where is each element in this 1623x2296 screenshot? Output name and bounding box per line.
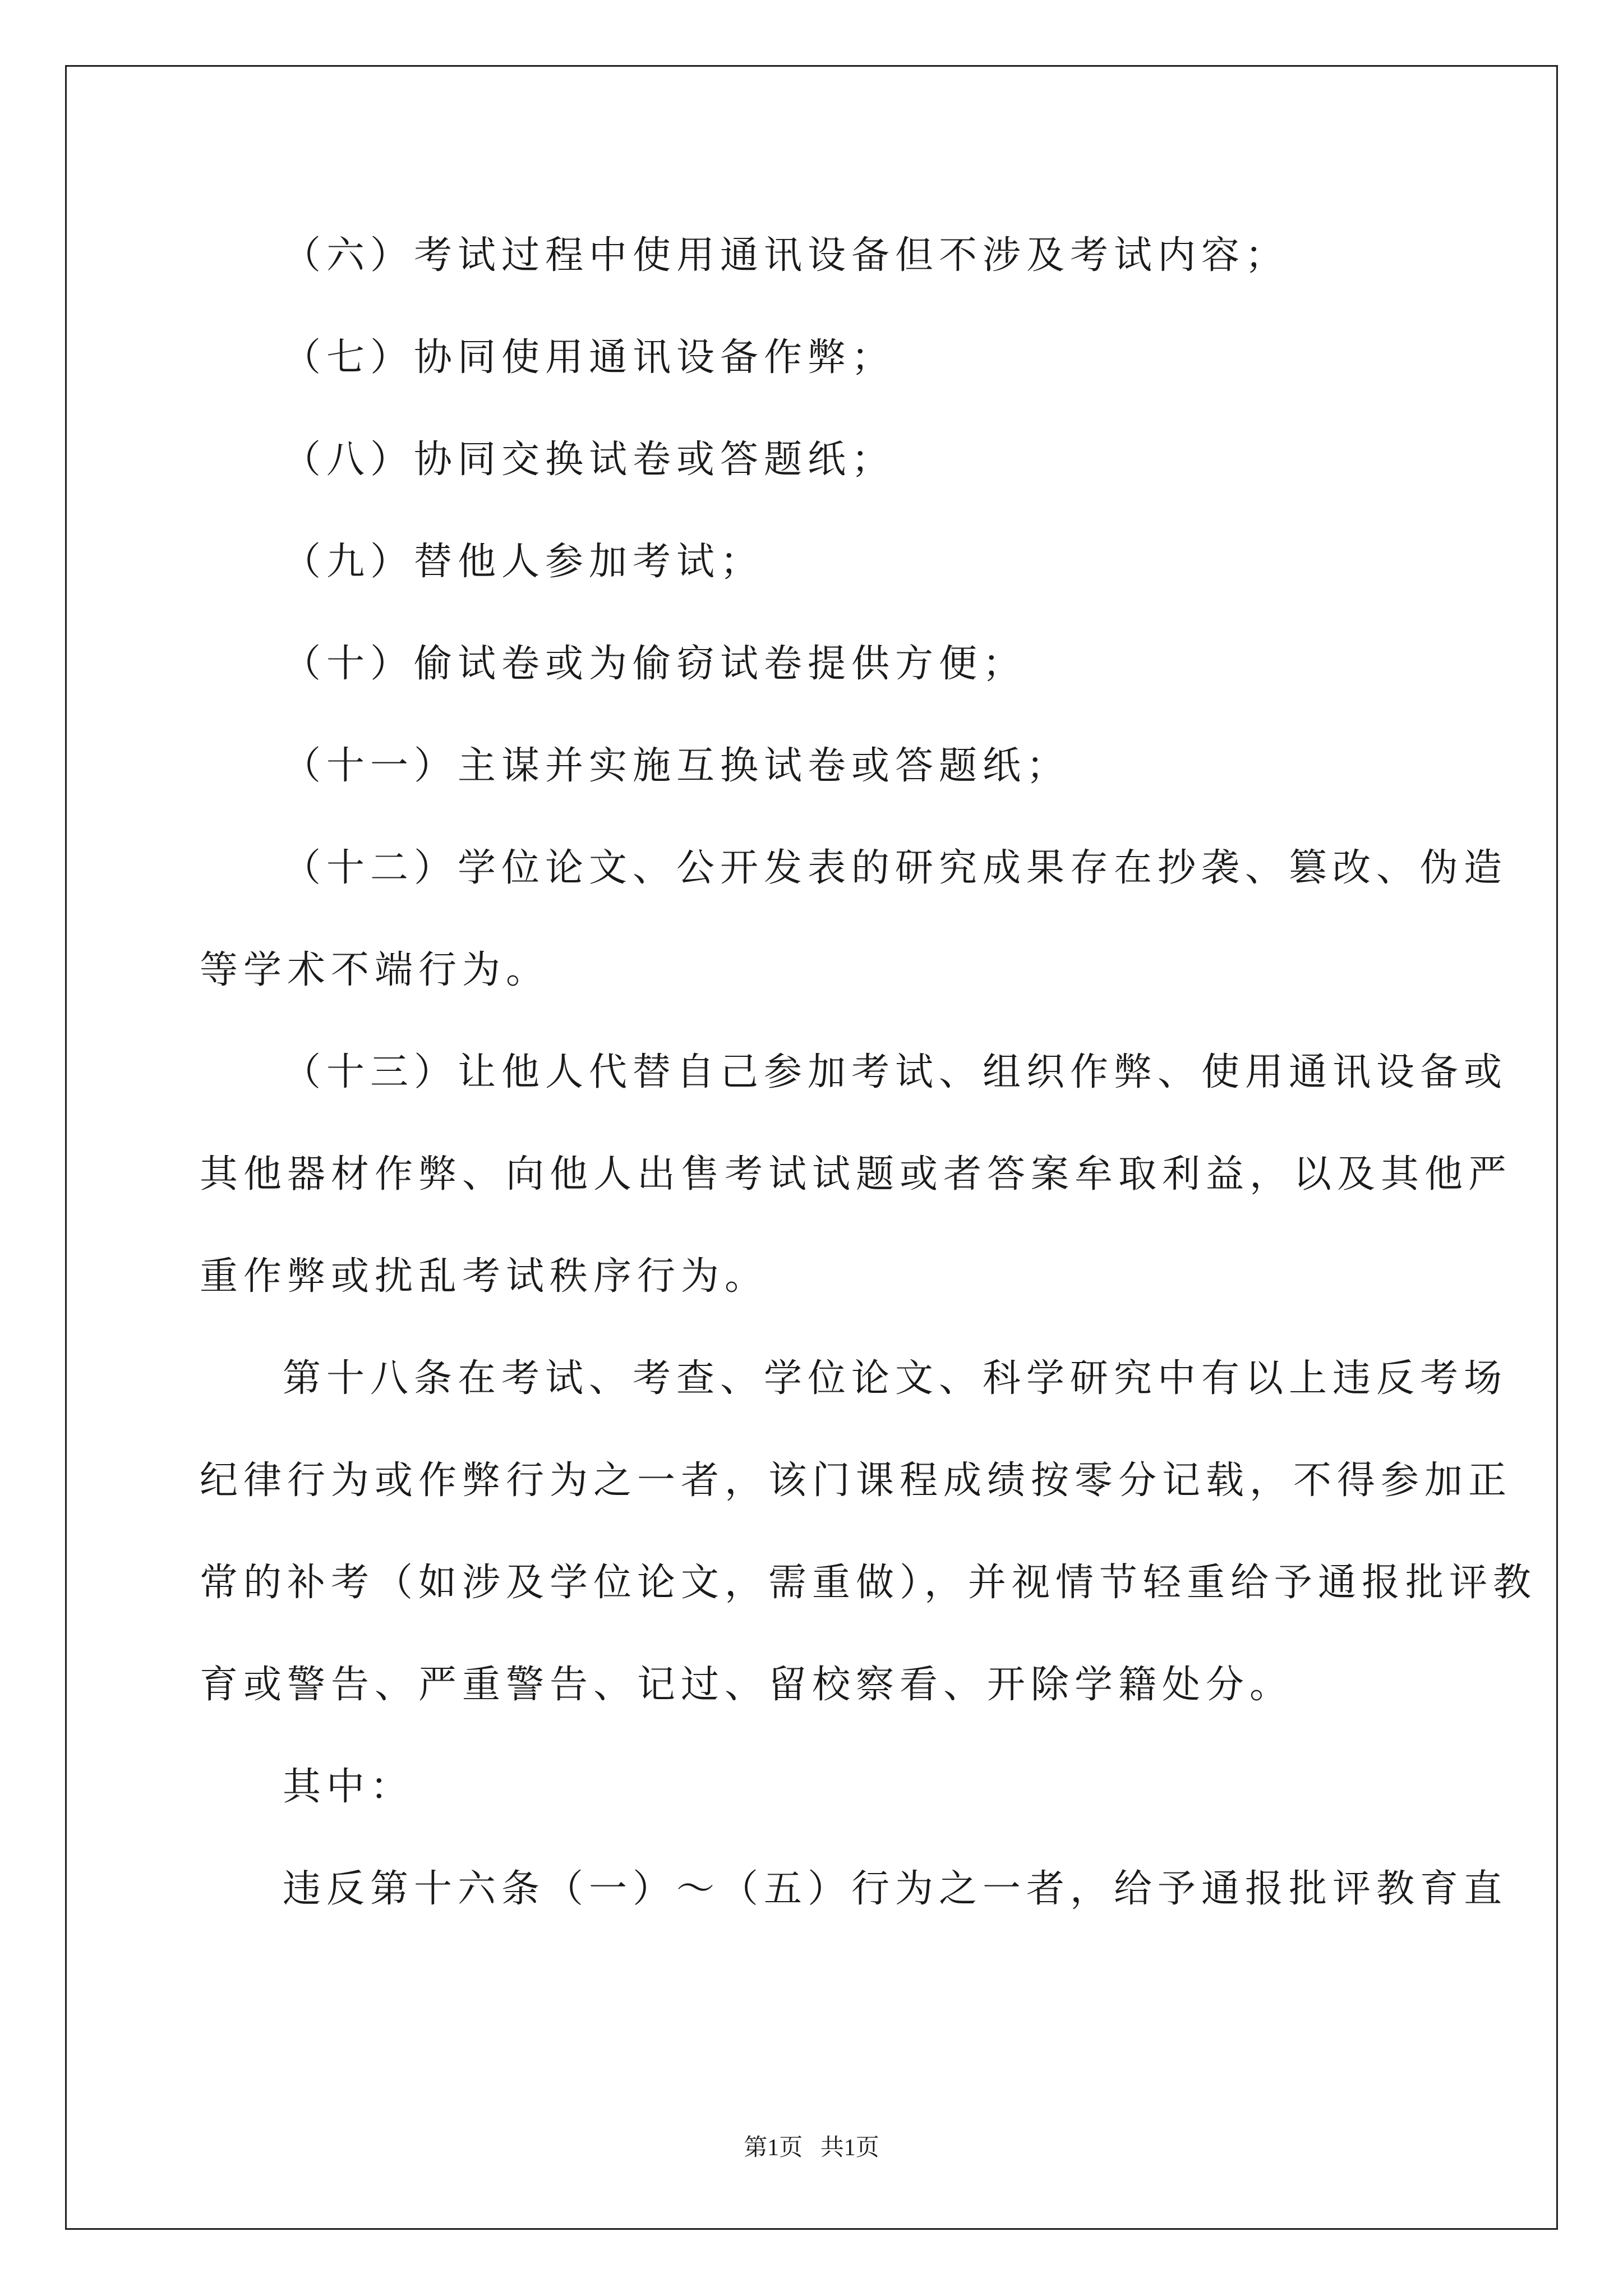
paragraph-item-7: （七）协同使用通讯设备作弊； <box>283 335 896 380</box>
page-number-footer: 第1页 共1页 <box>744 2135 879 2161</box>
paragraph-item-12-line-2: 等学术不端行为。 <box>200 948 550 992</box>
paragraph-item-10: （十）偷试卷或为偷窃试卷提供方便； <box>283 642 1027 686</box>
paragraph-item-8: （八）协同交换试卷或答题纸； <box>283 438 896 482</box>
paragraph-item-11: （十一）主谋并实施互换试卷或答题纸； <box>283 744 1071 788</box>
article-18-line-4: 育或警告、严重警告、记过、留校察看、开除学籍处分。 <box>200 1663 1294 1707</box>
article-18-line-2: 纪律行为或作弊行为之一者，该门课程成绩按零分记载，不得参加正 <box>200 1458 1513 1503</box>
paragraph-item-13-line-2: 其他器材作弊、向他人出售考试试题或者答案牟取利益，以及其他严 <box>200 1152 1513 1197</box>
paragraph-item-13-line-1: （十三）让他人代替自己参加考试、组织作弊、使用通讯设备或 <box>283 1050 1508 1094</box>
paragraph-item-9: （九）替他人参加考试； <box>283 540 764 584</box>
paragraph-item-12-line-1: （十二）学位论文、公开发表的研究成果存在抄袭、篡改、伪造 <box>283 846 1508 890</box>
paragraph-item-13-line-3: 重作弊或扰乱考试秩序行为。 <box>200 1254 769 1299</box>
paragraph-violation-16: 违反第十六条（一）～（五）行为之一者，给予通报批评教育直 <box>283 1867 1508 1911</box>
paragraph-item-6: （六）考试过程中使用通讯设备但不涉及考试内容； <box>283 233 1289 278</box>
paragraph-qizhong: 其中： <box>283 1765 414 1809</box>
article-18-line-1: 第十八条在考试、考查、学位论文、科学研究中有以上违反考场 <box>283 1356 1508 1401</box>
article-18-line-3: 常的补考（如涉及学位论文，需重做），并视情节轻重给予通报批评教 <box>200 1561 1537 1605</box>
